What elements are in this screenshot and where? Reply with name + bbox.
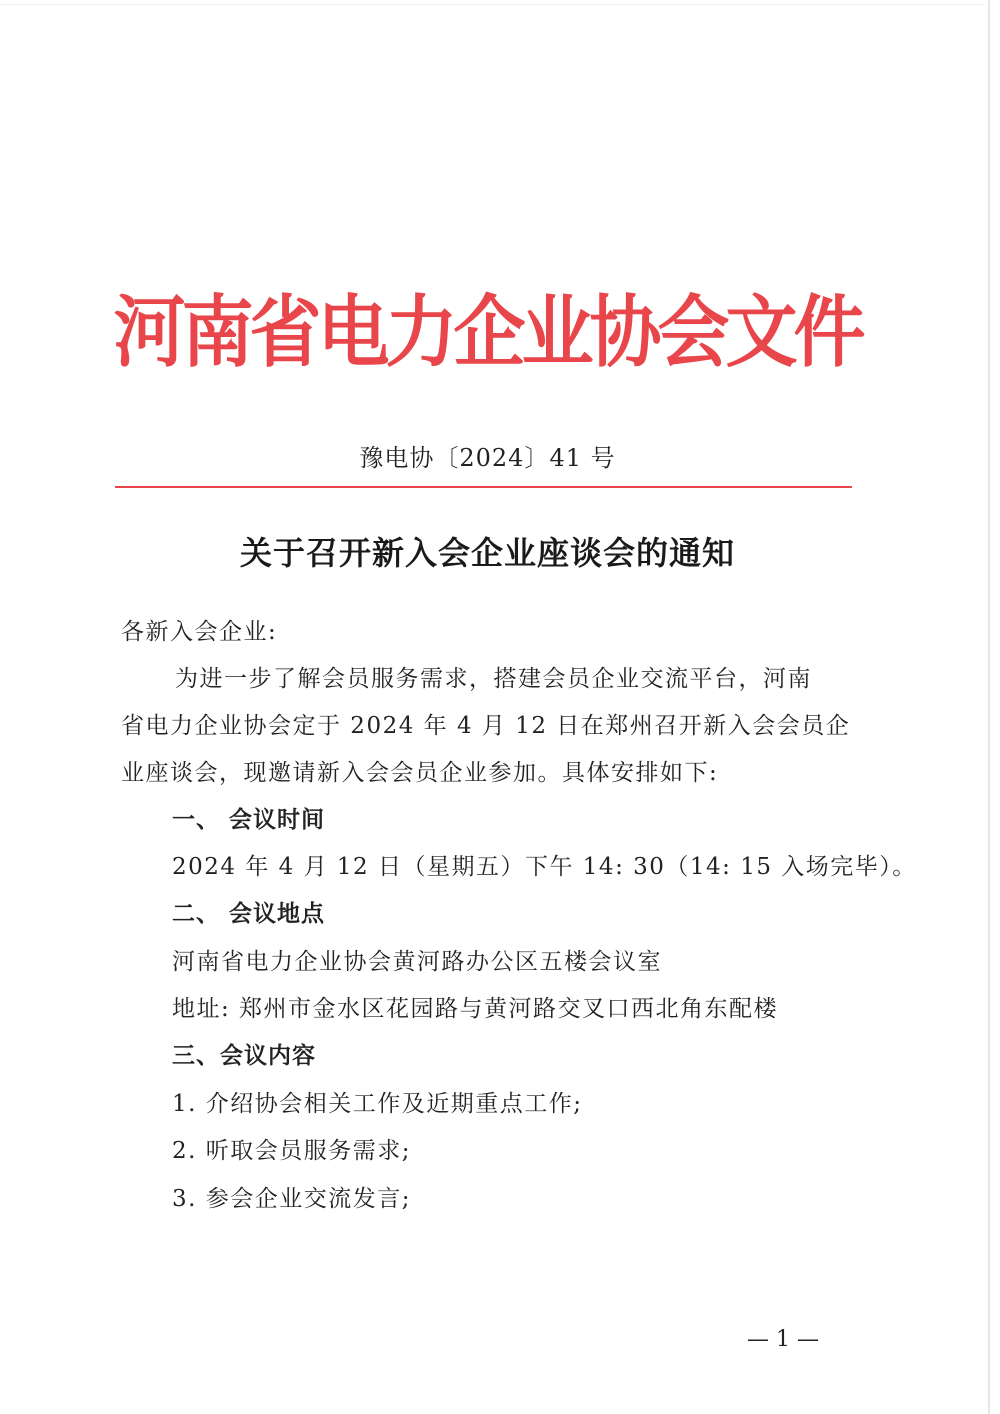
intro-line-1: 为进一步了解会员服务需求，搭建会员企业交流平台，河南 xyxy=(175,666,812,692)
meeting-address: 地址: 郑州市金水区花园路与黄河路交叉口西北角东配楼 xyxy=(172,996,779,1022)
notice-title: 关于召开新入会企业座谈会的通知 xyxy=(239,534,735,572)
intro-line-3: 业座谈会，现邀请新入会会员企业参加。具体安排如下: xyxy=(121,760,719,786)
content-item-1: 1. 介绍协会相关工作及近期重点工作; xyxy=(172,1091,583,1117)
red-separator-line xyxy=(115,486,852,488)
meeting-time: 2024 年 4 月 12 日（星期五）下午 14: 30（14: 15 入场完毕）。 xyxy=(172,854,917,880)
meeting-venue: 河南省电力企业协会黄河路办公区五楼会议室 xyxy=(172,949,662,975)
section-heading-time: 一、 会议时间 xyxy=(172,807,326,833)
page-number: — 1 — xyxy=(747,1327,819,1352)
content-item-2: 2. 听取会员服务需求; xyxy=(172,1138,412,1164)
content-item-3: 3. 参会企业交流发言; xyxy=(172,1186,412,1212)
page-top-edge xyxy=(0,4,985,5)
section-heading-content: 三、会议内容 xyxy=(172,1043,316,1069)
document-number: 豫电协〔2024〕41 号 xyxy=(359,444,616,472)
section-heading-location: 二、 会议地点 xyxy=(172,901,326,927)
salutation: 各新入会企业: xyxy=(121,619,278,645)
masthead-title: 河南省电力企业协会文件 xyxy=(113,285,862,378)
page-right-edge xyxy=(988,0,990,1414)
intro-line-2: 省电力企业协会定于 2024 年 4 月 12 日在郑州召开新入会会员企 xyxy=(121,713,851,739)
